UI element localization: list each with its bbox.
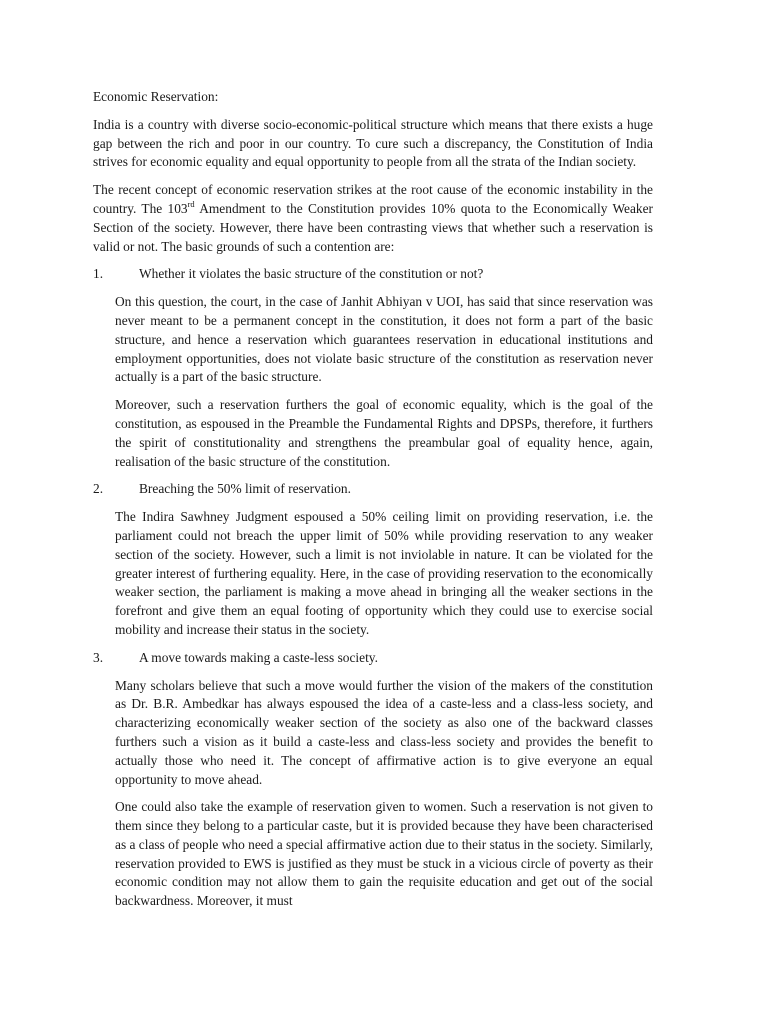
ordinal-superscript: rd	[187, 198, 195, 209]
point-2-number: 2.	[93, 481, 104, 497]
point-1-number: 1.	[93, 266, 104, 282]
point-2-paragraph-1: The Indira Sawhney Judgment espoused a 50% ceiling limit on providing reservation, i.e. the parliament could not breach the upper limit of 50% while providing reservation to any weaker section of the society. However, such a limit is not inviolable in nature. It can be violated for the greater interest of furthering equality. Here, in the case of providing reservation to the economically weaker section, the parliament is making a move ahead in bringing all the weaker sections in the forefront and give them an equal footing of opportunity which they could use to exercise social mobility and increase their status in the society.	[115, 509, 653, 637]
point-3-paragraph-2: One could also take the example of reservation given to women. Such a reservation is not given to them since they belong to a particular caste, but it is provided because they have been characterised as a class of people who need a special affirmative action due to their status in the society. Similarly, reservation provided to EWS is justified as they must be stuck in a vicious circle of poverty as their economic condition may not allow them to gain the requisite education and get out of the social backwardness. Moreover, it must	[115, 799, 653, 909]
amendment-text-end: Amendment to the Constitution provides 10% quota to the Economically Weaker Section of the society. However, there have been contrasting views that whether such a reservation is valid or not. The basic grounds of such a contention are:	[93, 200, 653, 254]
point-2-heading	[93, 480, 653, 499]
amendment-paragraph	[93, 181, 653, 256]
point-3-paragraph-1: Many scholars believe that such a move would further the vision of the makers of the constitution as Dr. B.R. Ambedkar has always espoused the idea of a caste-less and a class-less society, and characterizing economically weaker section of the society as also one of the backward classes furthers such a vision as it build a caste-less and class-less society and provides the benefit to actually those who need it. The concept of affirmative action is to give everyone an equal opportunity to move ahead.	[115, 677, 653, 787]
point-1-paragraph-1: On this question, the court, in the case of Janhit Abhiyan v UOI, has said that since reservation was never meant to be a permanent concept in the constitution, it does not form a part of the basic structure, and hence a reservation which guarantees reservation in educational institutions and employment opportunities, does not violate basic structure of the constitution as reservation never actually is a part of the basic structure.	[115, 294, 653, 385]
intro-paragraph: India is a country with diverse socio-economic-political structure which means that there exists a huge gap between the rich and poor in our country. To cure such a discrepancy, the Constitution of India strives for economic equality and equal opportunity to people from all the strata of the Indian society.	[93, 116, 653, 170]
point-1-heading-text: Whether it violates the basic structure of the constitution or not?	[139, 266, 484, 282]
amendment-text-start: The recent concept of economic reservation strikes at the root cause of the economic instability in the country. The 103	[93, 182, 653, 216]
point-2-heading-text: Breaching the 50% limit of reservation.	[139, 481, 351, 497]
point-3-heading	[93, 649, 653, 668]
point-3-body	[115, 677, 653, 912]
point-1-heading	[93, 265, 653, 284]
point-3-number: 3.	[93, 649, 104, 665]
document-title: Economic Reservation:	[93, 89, 219, 104]
point-3-heading-text: A move towards making a caste-less society.	[139, 649, 378, 665]
point-1-paragraph-2: Moreover, such a reservation furthers the goal of economic equality, which is the goal of the constitution, as espoused in the Preamble the Fundamental Rights and DPSPs, therefore, it furthers the spirit of constitutionality and strengthens the preambular goal of equality hence, again, realisation of the basic structure of the constitution.	[115, 397, 653, 469]
document-page	[93, 88, 653, 920]
point-2-body	[115, 508, 653, 640]
point-1-body	[115, 293, 653, 471]
